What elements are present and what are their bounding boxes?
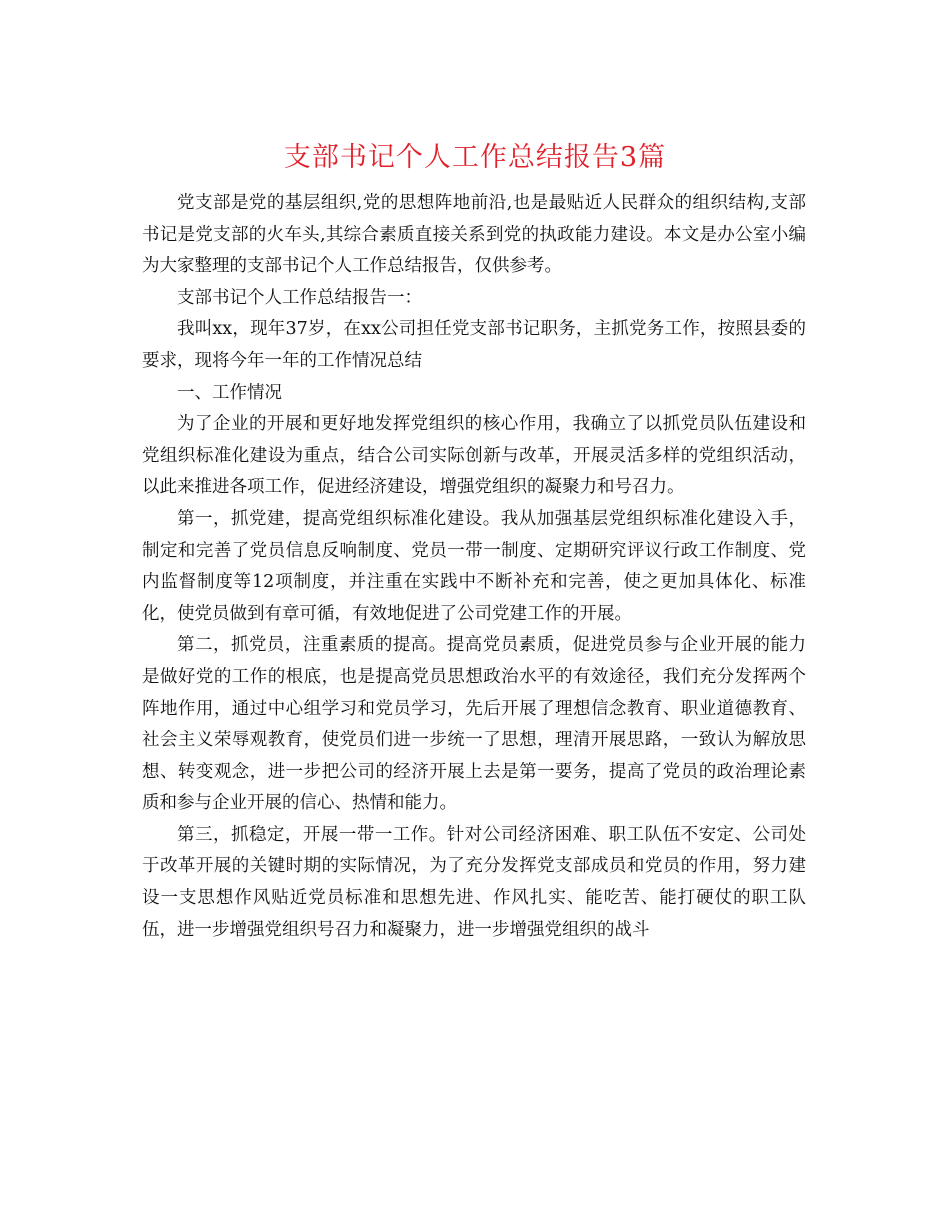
- paragraph-second-point: 第二，抓党员，注重素质的提高。提高党员素质，促进党员参与企业开展的能力是做好党的工作的根底，也是提高党员思想政治水平的有效途径，我们充分发挥两个阵地作用，通过中心组学习和党员学习，先后开展了理想信念教育、职业道德教育、社会主义荣辱观教育，使党员们进一步统一了思想，理清开展思路，一致认为解放思想、转变观念，进一步把公司的经济开展上去是第一要务，提高了党员的政治理论素质和参与企业开展的信心、热情和能力。: [142, 635, 806, 814]
- paragraph-first-point: 第一，抓党建，提高党组织标准化建设。我从加强基层党组织标准化建设入手，制定和完善了党员信息反响制度、党员一带一制度、定期研究评议行政工作制度、党内监督制度等12项制度，并注重在实践中不断补充和完善，使之更加具体化、标准化，使党员做到有章可循，有效地促进了公司党建工作的开展。: [142, 508, 806, 624]
- paragraph-work-overview: 为了企业的开展和更好地发挥党组织的核心作用，我确立了以抓党员队伍建设和党组织标准化建设为重点，结合公司实际创新与改革，开展灵活多样的党组织活动，以此来推进各项工作，促进经济建设，增强党组织的凝聚力和号召力。: [142, 414, 806, 498]
- document-title: 支部书记个人工作总结报告3篇: [283, 142, 667, 173]
- paragraph-third-point: 第三，抓稳定，开展一带一工作。针对公司经济困难、职工队伍不安定、公司处于改革开展的关键时期的实际情况，为了充分发挥党支部成员和党员的作用，努力建设一支思想作风贴近党员标准和思想先进、作风扎实、能吃苦、能打硬仗的职工队伍，进一步增强党组织号召力和凝聚力，进一步增强党组织的战斗: [142, 824, 806, 940]
- section-heading-work-status: 一、工作情况: [177, 382, 282, 403]
- document-body: [142, 188, 806, 946]
- paragraph-report-one-heading: 支部书记个人工作总结报告一：: [177, 287, 422, 308]
- paragraph-intro: 党支部是党的基层组织,党的思想阵地前沿,也是最贴近人民群众的组织结构,支部书记是党支部的火车头,其综合素质直接关系到党的执政能力建设。本文是办公室小编为大家整理的支部书记个人工作总结报告，仅供参考。: [142, 193, 806, 277]
- paragraph-self-introduction: 我叫xx，现年37岁，在xx公司担任党支部书记职务，主抓党务工作，按照县委的要求，现将今年一年的工作情况总结: [142, 319, 806, 371]
